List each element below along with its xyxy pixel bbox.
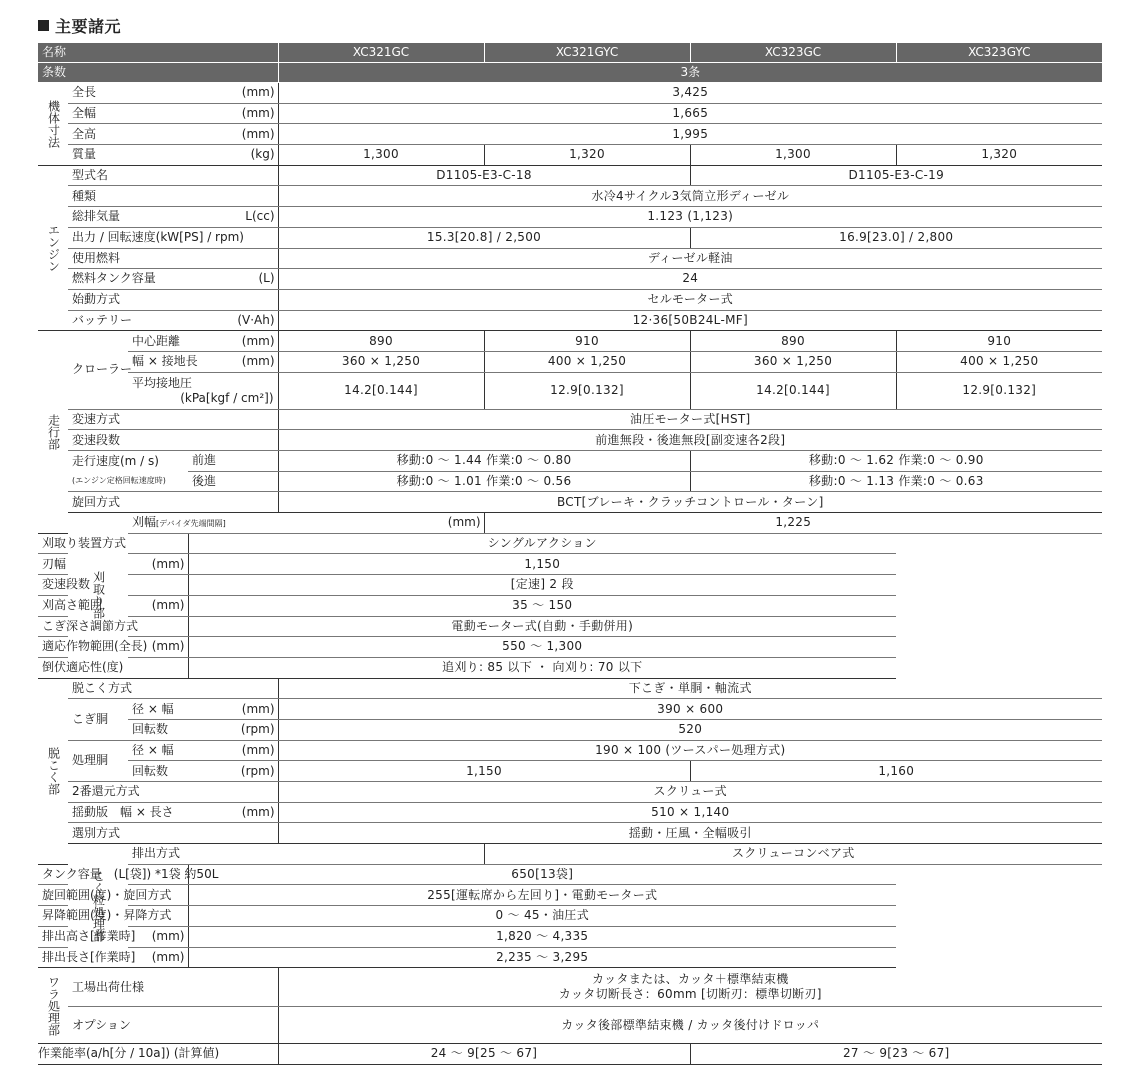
spec-value: 27 ～ 9[23 ～ 67] (690, 1044, 1102, 1065)
spec-value: セルモーター式 (278, 289, 1102, 310)
spec-value: カッタ後部標準結束機 / カッタ後付けドロッパ (278, 1007, 1102, 1044)
spec-label: 質量 (68, 145, 188, 166)
spec-label: 径 × 幅 (128, 740, 188, 761)
spec-label: 排出長さ[作業時] (38, 947, 128, 968)
rows-value: 3条 (278, 63, 1102, 83)
spec-value: 360 × 1,250 (278, 351, 484, 372)
spec-value: 移動:0 ～ 1.01 作業:0 ～ 0.56 (278, 471, 690, 492)
pressure-label: 平均接地圧 (132, 376, 193, 391)
section-label-engine: エンジン (38, 165, 68, 331)
spec-value: 255[運転席から左回り]・電動モーター式 (188, 885, 896, 906)
spec-unit: (mm) (188, 103, 278, 124)
spec-unit: (mm) (188, 124, 278, 145)
spec-unit: (mm) (128, 637, 188, 658)
table-row (38, 782, 1102, 803)
spec-label: 刈高さ範囲 (38, 595, 128, 616)
spec-value: 1,300 (278, 145, 484, 166)
spec-label: 出力 / 回転速度(kW[PS] / rpm) (68, 227, 278, 248)
spec-value: 1,320 (896, 145, 1102, 166)
table-row (38, 83, 1102, 104)
spec-label: 旋回範囲(度)・旋回方式 (38, 885, 188, 906)
spec-value: 400 × 1,250 (484, 351, 690, 372)
spec-label: 揺動版 幅 × 長さ (68, 802, 188, 823)
spec-value: 910 (896, 331, 1102, 352)
spec-value: 移動:0 ～ 1.44 作業:0 ～ 0.80 (278, 451, 690, 472)
cut-width-label: 刈幅 (132, 515, 157, 530)
table-row (38, 492, 1102, 513)
table-row (38, 802, 1102, 823)
spec-value: 3,425 (278, 83, 1102, 104)
spec-value: 35 ～ 150 (188, 595, 896, 616)
page-title: 主要諸元 (38, 14, 121, 37)
spec-unit: (rpm) (188, 719, 278, 740)
table-row (38, 926, 1102, 947)
table-row (38, 844, 1102, 865)
table-row (38, 351, 1102, 372)
spec-value: 電動モーター式(自動・手動併用) (188, 616, 896, 637)
pressure-unit: (kPa[kgf / cm²]) (180, 390, 274, 405)
table-row (38, 678, 1102, 699)
spec-value: 400 × 1,250 (896, 351, 1102, 372)
section-label-reaper: 刈取り部 (68, 513, 128, 679)
spec-label: 中心距離 (128, 331, 188, 352)
spec-value: 追刈り: 85 以下 ・ 向刈り: 70 以下 (188, 657, 896, 678)
table-row (38, 248, 1102, 269)
spec-value: 24 ～ 9[25 ～ 67] (278, 1044, 690, 1065)
spec-value: 1,820 ～ 4,335 (188, 926, 896, 947)
spec-label: 排出方式 (128, 844, 484, 865)
spec-value: 1,225 (484, 513, 1102, 534)
spec-value: 520 (278, 719, 1102, 740)
table-row (38, 331, 1102, 352)
spec-value: 14.2[0.144] (690, 372, 896, 409)
factory-line-2: カッタ切断長さ：60mm [切断刃：標準切断刃] (558, 987, 822, 1002)
cut-width-note: [デバイダ先端間隔] (156, 519, 226, 529)
table-row (38, 637, 1102, 658)
table-row (38, 186, 1102, 207)
name-label: 名称 (38, 43, 278, 63)
spec-label: 使用燃料 (68, 248, 278, 269)
spec-value: 12·36[50B24L-MF] (278, 310, 1102, 331)
spec-value: 1,150 (188, 554, 896, 575)
spec-value (278, 968, 1102, 1007)
spec-label: 倒伏適応性(度) (38, 657, 188, 678)
spec-value: 0 ～ 45・油圧式 (188, 906, 896, 927)
square-bullet-icon (38, 20, 49, 31)
rows-row (38, 63, 1102, 83)
spec-value: 1,995 (278, 124, 1102, 145)
cylinder-label: こぎ胴 (68, 699, 128, 740)
table-row (38, 968, 1102, 1007)
crawler-label: クローラー (68, 331, 128, 409)
spec-unit: L(cc) (188, 207, 278, 228)
spec-label: 変速段数 (38, 575, 188, 596)
table-row (38, 657, 1102, 678)
table-row (38, 124, 1102, 145)
spec-unit: (mm) (188, 83, 278, 104)
spec-value: 16.9[23.0] / 2,800 (690, 227, 1102, 248)
table-row (38, 289, 1102, 310)
spec-label: 作業能率(a/h[分 / 10a]) (計算値) (38, 1044, 278, 1065)
spec-unit: (mm) (128, 926, 188, 947)
spec-value: 1.123 (1,123) (278, 207, 1102, 228)
spec-label: 後進 (188, 471, 278, 492)
spec-unit: (rpm) (188, 761, 278, 782)
spec-value: 1,320 (484, 145, 690, 166)
spec-value: 移動:0 ～ 1.13 作業:0 ～ 0.63 (690, 471, 1102, 492)
table-row (38, 430, 1102, 451)
table-row (38, 471, 1102, 492)
spec-unit: (mm) (278, 513, 484, 534)
factory-line-1: カッタまたは、カッタ＋標準結束機 (591, 971, 789, 986)
spec-label: オプション (68, 1007, 278, 1044)
spec-label: 排出高さ[作業時] (38, 926, 128, 947)
spec-unit: (mm) (188, 802, 278, 823)
spec-unit: (mm) (128, 554, 188, 575)
spec-unit: (mm) (188, 351, 278, 372)
spec-value: 1,160 (690, 761, 1102, 782)
table-row (38, 616, 1102, 637)
spec-value: 移動:0 ～ 1.62 作業:0 ～ 0.90 (690, 451, 1102, 472)
spec-value: 油圧モーター式[HST] (278, 409, 1102, 430)
spec-label: 全高 (68, 124, 188, 145)
section-label-straw: ワラ処理部 (38, 968, 68, 1044)
spec-label: 型式名 (68, 165, 278, 186)
spec-value: 前進無段・後進無段[副変速各2段] (278, 430, 1102, 451)
spec-value: D1105-E3-C-19 (690, 165, 1102, 186)
spec-value: 14.2[0.144] (278, 372, 484, 409)
spec-value: 水冷4サイクル3気筒立形ディーゼル (278, 186, 1102, 207)
spec-value: 190 × 100 (ツースパー処理方式) (278, 740, 1102, 761)
table-row (38, 761, 1102, 782)
spec-value: 1,150 (278, 761, 690, 782)
spec-value: 890 (278, 331, 484, 352)
table-row (38, 269, 1102, 290)
table-row (38, 533, 1102, 554)
table-row (38, 451, 1102, 472)
model-header: XC321GYC (484, 43, 690, 63)
spec-unit: (mm) (188, 331, 278, 352)
table-row (38, 409, 1102, 430)
model-header: XC323GYC (896, 43, 1102, 63)
spec-label: 昇降範囲(度)・昇降方式 (38, 906, 188, 927)
rows-label: 条数 (38, 63, 278, 83)
spec-label: タンク容量 (L[袋]) *1袋 約50L (38, 864, 188, 885)
spec-label: 回転数 (128, 761, 188, 782)
spec-value: 650[13袋] (188, 864, 896, 885)
spec-label: バッテリー (68, 310, 188, 331)
table-row (38, 310, 1102, 331)
spec-label: 刈取り装置方式 (38, 533, 188, 554)
spec-label: 燃料タンク容量 (68, 269, 188, 290)
section-label-grain: こく粒処理部 (68, 844, 128, 968)
table-row (38, 947, 1102, 968)
spec-label: 工場出荷仕様 (68, 968, 278, 1007)
spec-value: 揺動・圧風・全幅吸引 (278, 823, 1102, 844)
table-row (38, 554, 1102, 575)
spec-value: 360 × 1,250 (690, 351, 896, 372)
spec-label: 径 × 幅 (128, 699, 188, 720)
spec-label: 変速段数 (68, 430, 278, 451)
table-row (38, 207, 1102, 228)
spec-label: 変速方式 (68, 409, 278, 430)
spec-value: 1,300 (690, 145, 896, 166)
spec-value: 510 × 1,140 (278, 802, 1102, 823)
spec-value: シングルアクション (188, 533, 896, 554)
spec-value: BCT[ブレーキ・クラッチコントロール・ターン] (278, 492, 1102, 513)
table-row (38, 1007, 1102, 1044)
spec-label: 幅 × 接地長 (128, 351, 188, 372)
spec-unit: (mm) (128, 595, 188, 616)
spec-table (38, 43, 1102, 1065)
table-row (38, 513, 1102, 534)
spec-label: 適応作物範囲(全長) (38, 637, 128, 658)
section-label-travel: 走行部 (38, 331, 68, 534)
spec-label: 全幅 (68, 103, 188, 124)
table-row (38, 1044, 1102, 1065)
spec-value: 12.9[0.132] (484, 372, 690, 409)
spec-unit: (mm) (188, 699, 278, 720)
table-row (38, 372, 1102, 409)
spec-label: 回転数 (128, 719, 188, 740)
table-row (38, 699, 1102, 720)
spec-value: 550 ～ 1,300 (188, 637, 896, 658)
speed-label: 走行速度(m / s) (72, 453, 159, 468)
table-row (38, 227, 1102, 248)
spec-label: 前進 (188, 451, 278, 472)
spec-unit: (mm) (128, 947, 188, 968)
spec-unit: (mm) (188, 740, 278, 761)
spec-label (128, 372, 278, 409)
spec-label: 種類 (68, 186, 278, 207)
table-row (38, 165, 1102, 186)
processor-label: 処理胴 (68, 740, 128, 781)
section-label-thresher: 脱こく部 (38, 678, 68, 864)
table-row (38, 575, 1102, 596)
spec-value: 15.3[20.8] / 2,500 (278, 227, 690, 248)
header-row (38, 43, 1102, 63)
table-row (38, 719, 1102, 740)
spec-label: 総排気量 (68, 207, 188, 228)
spec-label: 選別方式 (68, 823, 278, 844)
spec-unit: (kg) (188, 145, 278, 166)
spec-value: D1105-E3-C-18 (278, 165, 690, 186)
spec-value: 390 × 600 (278, 699, 1102, 720)
spec-label: 刃幅 (38, 554, 128, 575)
spec-label: 全長 (68, 83, 188, 104)
table-row (38, 885, 1102, 906)
table-row (38, 864, 1102, 885)
spec-label: こぎ深さ調節方式 (38, 616, 188, 637)
spec-label: 旋回方式 (68, 492, 278, 513)
spec-label: 始動方式 (68, 289, 278, 310)
model-header: XC323GC (690, 43, 896, 63)
table-row (38, 145, 1102, 166)
spec-value: 910 (484, 331, 690, 352)
table-row (38, 823, 1102, 844)
section-label-body: 機体寸法 (38, 83, 68, 166)
spec-value: 890 (690, 331, 896, 352)
spec-value: [定速] 2 段 (188, 575, 896, 596)
spec-value: 12.9[0.132] (896, 372, 1102, 409)
table-row (38, 103, 1102, 124)
spec-label: 脱こく方式 (68, 678, 278, 699)
table-row (38, 906, 1102, 927)
table-row (38, 740, 1102, 761)
spec-unit: (V·Ah) (188, 310, 278, 331)
model-header: XC321GC (278, 43, 484, 63)
spec-value: ディーゼル軽油 (278, 248, 1102, 269)
spec-value: スクリュー式 (278, 782, 1102, 803)
spec-value: 24 (278, 269, 1102, 290)
spec-value: 1,665 (278, 103, 1102, 124)
spec-label: 2番還元方式 (68, 782, 278, 803)
spec-value: 2,235 ～ 3,295 (188, 947, 896, 968)
spec-label (128, 513, 278, 534)
spec-value: スクリューコンベア式 (484, 844, 1102, 865)
table-row (38, 595, 1102, 616)
spec-value: 下こぎ・単胴・軸流式 (278, 678, 1102, 699)
spec-unit: (L) (188, 269, 278, 290)
speed-note: (エンジン定格回転速度時) (68, 471, 188, 492)
